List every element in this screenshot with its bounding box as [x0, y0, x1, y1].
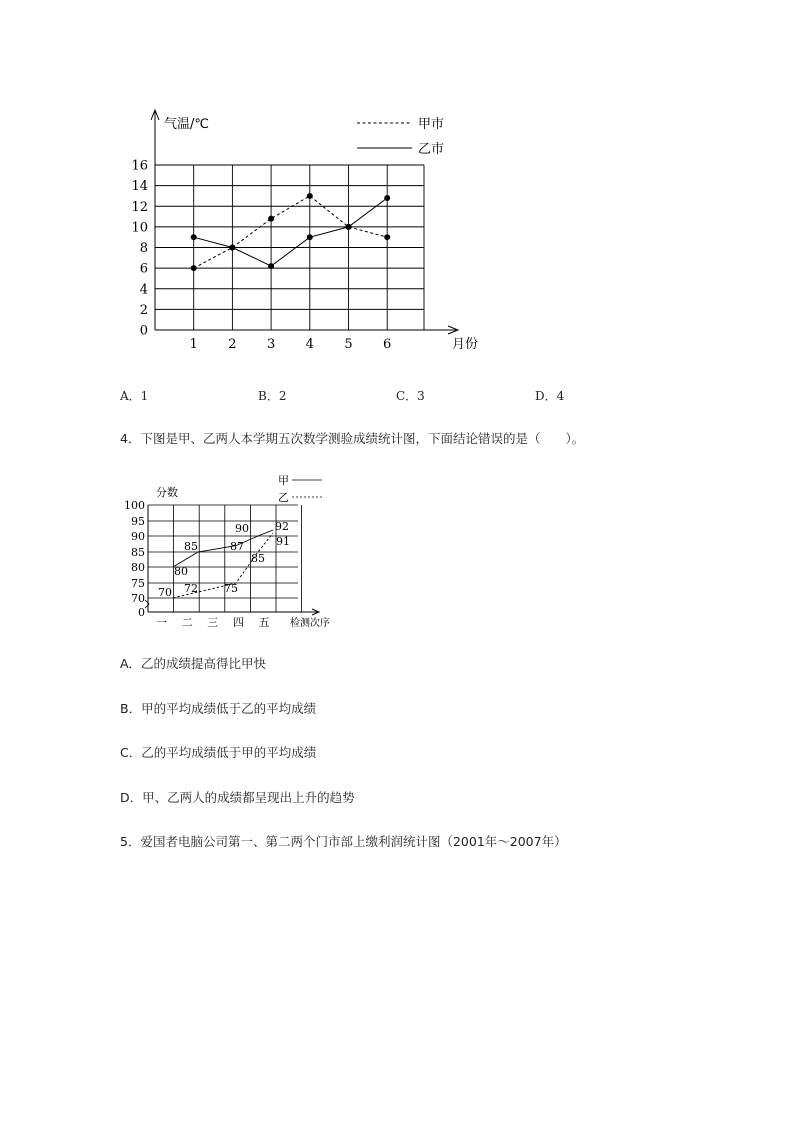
data-point: [191, 265, 197, 271]
data-label: 85: [251, 552, 265, 565]
x-axis-title: 月份: [452, 337, 479, 352]
y-tick-label: 2: [139, 302, 148, 318]
y-tick-label: 90: [131, 530, 145, 543]
q5-stem: 5．爱国者电脑公司第一、第二两个门市部上缴利润统计图（2001年～2007年）: [120, 834, 567, 849]
x-tick-label: 四: [232, 616, 244, 629]
y-tick-label: 8: [139, 241, 148, 256]
y-tick-label: 75: [131, 577, 145, 590]
data-point: [307, 193, 313, 199]
series-line: [194, 198, 388, 266]
data-label: 80: [174, 565, 188, 578]
x-axis-title: 检测次序: [290, 618, 330, 629]
x-tick-label: 5: [344, 337, 353, 352]
legend-label: 乙市: [418, 142, 445, 157]
legend-label: 甲市: [418, 117, 445, 132]
x-tick-label: 三: [207, 616, 219, 629]
q4-option-b[interactable]: B．甲的平均成绩低于乙的平均成绩: [120, 701, 317, 716]
x-tick-label: 一: [156, 616, 168, 629]
data-point: [268, 263, 274, 269]
score-chart-labels: [124, 474, 330, 629]
y-tick-label: 80: [131, 561, 145, 574]
temperature-chart: [120, 100, 500, 360]
y-tick-label: 95: [131, 515, 145, 528]
temperature-chart-series: [191, 193, 391, 271]
y-tick-label: 12: [131, 199, 148, 215]
q3-option-c[interactable]: C．3: [396, 389, 425, 403]
y-tick-label: 0: [139, 323, 148, 339]
data-point: [268, 216, 274, 222]
data-label: 75: [224, 582, 238, 595]
temperature-chart-axes: [151, 110, 458, 334]
x-tick-label: 二: [181, 616, 193, 629]
data-point: [384, 234, 390, 240]
temperature-chart-labels: [131, 117, 478, 352]
y-tick-label: 4: [139, 282, 148, 298]
y-tick-label: 16: [131, 158, 148, 174]
series-line: [194, 196, 388, 268]
data-label: 85: [184, 540, 198, 553]
y-tick-label: 70: [131, 592, 145, 605]
q4-option-d[interactable]: D．甲、乙两人的成绩都呈现出上升的趋势: [120, 790, 355, 805]
x-tick-label: 1: [189, 337, 198, 352]
data-point: [384, 195, 390, 201]
x-tick-label: 4: [305, 337, 314, 352]
q4-option-c[interactable]: C．乙的平均成绩低于甲的平均成绩: [120, 745, 317, 760]
data-point: [229, 245, 235, 251]
q3-option-b[interactable]: B．2: [258, 389, 287, 403]
x-tick-label: 五: [258, 616, 270, 629]
q3-option-d[interactable]: D．4: [535, 389, 565, 403]
y-axis-title: 分数: [156, 486, 178, 499]
data-label: 72: [184, 582, 198, 595]
x-tick-label: 6: [383, 337, 392, 352]
data-label: 92: [275, 520, 289, 533]
x-tick-label: 2: [228, 337, 237, 352]
y-tick-label: 10: [131, 220, 148, 236]
data-label: 91: [276, 535, 290, 548]
legend-label: 甲: [278, 474, 289, 487]
y-tick-label: 14: [131, 179, 148, 195]
q4-option-a[interactable]: A．乙的成绩提高得比甲快: [120, 656, 267, 671]
legend-label: 乙: [278, 491, 289, 504]
y-tick-label: 0: [138, 606, 145, 619]
score-chart: [118, 470, 358, 630]
data-label: 70: [158, 586, 172, 599]
data-point: [346, 224, 352, 230]
data-point: [191, 234, 197, 240]
q4-stem: 4．下图是甲、乙两人本学期五次数学测验成绩统计图，下面结论错误的是（ ）。: [120, 431, 585, 446]
data-point: [307, 234, 313, 240]
y-tick-label: 85: [131, 546, 145, 559]
q3-option-a[interactable]: A．1: [120, 389, 149, 403]
y-tick-label: 6: [139, 261, 148, 277]
y-tick-label: 100: [124, 499, 145, 512]
data-label: 90: [235, 522, 249, 535]
x-tick-label: 3: [266, 337, 276, 352]
temperature-chart-grid: [155, 165, 424, 330]
data-label: 87: [230, 540, 244, 553]
y-axis-title: 气温/℃: [164, 117, 209, 132]
